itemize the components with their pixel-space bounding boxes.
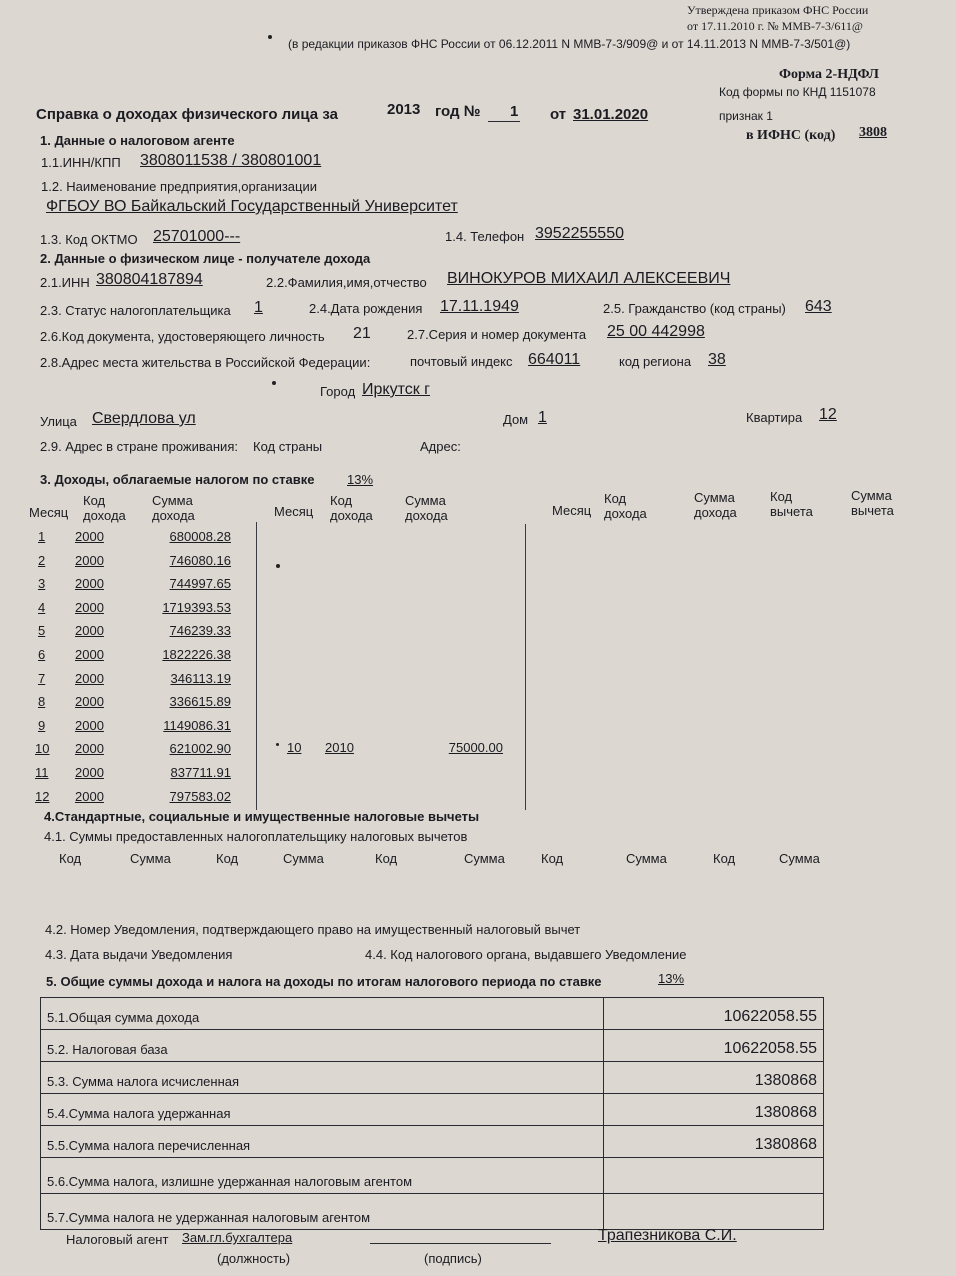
fio-label: 2.2.Фамилия,имя,отчество [266, 275, 427, 290]
approval-line-3: (в редакции приказов ФНС России от 06.12.2011 N ММВ-7-3/909@ и от 14.11.2013 N ММВ-7-3/501@) [288, 37, 851, 51]
totals-row [41, 998, 824, 1030]
title-number: 1 [510, 103, 519, 120]
totals-row [41, 1094, 824, 1126]
status-label: 2.3. Статус налогоплательщика [40, 303, 231, 318]
income-month: 4 [38, 599, 46, 615]
column-divider [256, 522, 257, 810]
column-divider [525, 524, 526, 810]
deduction-code-header: Код [541, 851, 564, 866]
col-sum-2: Сумма дохода [405, 493, 448, 523]
income-rate: 13% [347, 472, 374, 487]
section-person: 2. Данные о физическом лице - получателе дохода [40, 251, 371, 266]
oktmo-value: 25701000--- [153, 228, 241, 245]
deduction-sum-header: Сумма [626, 851, 667, 866]
income-code: 2000 [75, 741, 104, 757]
agent-label: Налоговый агент [66, 1232, 169, 1247]
income-sum: 837711.91 [170, 765, 231, 780]
ink-speck [268, 35, 272, 39]
document-title: Справка о доходах физического лица за [36, 106, 338, 123]
city-label: Город [320, 384, 356, 399]
region-value: 38 [708, 351, 726, 368]
address-label: 2.8.Адрес места жительства в Российской Федерации: [40, 355, 371, 370]
position-value: Зам.гл.бухгалтера [182, 1230, 293, 1245]
approval-line-1: Утверждена приказом ФНС России [687, 3, 869, 17]
phone-value: 3952255550 [535, 225, 624, 242]
income-month: 2 [38, 552, 46, 568]
income-sum: 75000.00 [448, 740, 503, 755]
ink-speck [276, 564, 280, 568]
deduction-code-header: Код [713, 851, 736, 866]
totals-label: 5.6.Сумма налога, излишне удержанная налоговым агентом [41, 1158, 604, 1194]
totals-value: 1380868 [604, 1126, 824, 1158]
income-month: 7 [38, 670, 46, 686]
foreign-country-label: Код страны [253, 439, 323, 454]
totals-label: 5.2. Налоговая база [41, 1030, 604, 1062]
income-code: 2000 [75, 552, 104, 568]
totals-table [40, 997, 824, 1230]
col-month-3: Месяц [552, 503, 592, 518]
person-inn-label: 2.1.ИНН [40, 275, 90, 290]
agent-name-label: 1.2. Наименование предприятия,организации [41, 179, 318, 194]
totals-value [604, 1158, 824, 1194]
title-date: 31.01.2020 [573, 106, 649, 123]
deduction-sum-header: Сумма [130, 851, 171, 866]
income-month: 11 [35, 765, 49, 780]
fio-value: ВИНОКУРОВ МИХАИЛ АЛЕКСЕЕВИЧ [447, 270, 731, 287]
city-value: Иркутск г [362, 381, 431, 398]
position-caption: (должность) [217, 1251, 291, 1266]
col-month-1: Месяц [29, 505, 69, 520]
income-month: 6 [38, 647, 46, 662]
income-code: 2000 [75, 623, 104, 639]
ifns-code: 3808 [859, 125, 887, 140]
income-sum: 797583.02 [169, 788, 231, 804]
underline [488, 121, 520, 122]
form-priznak: признак 1 [719, 109, 773, 123]
deductions-sub4: 4.4. Код налогового органа, выдавшего Уведомление [365, 947, 687, 962]
col-code-3: Код дохода [604, 491, 647, 521]
region-label: код региона [619, 354, 692, 369]
totals-label: 5.1.Общая сумма дохода [41, 998, 604, 1030]
income-sum: 336615.89 [169, 694, 231, 710]
col-ded-code: Код вычета [770, 489, 813, 519]
doccode-label: 2.6.Код документа, удостоверяющего личность [40, 329, 325, 344]
income-sum: 346113.19 [170, 670, 231, 686]
totals-row [41, 1194, 824, 1230]
deduction-sum-header: Сумма [779, 851, 820, 866]
agent-inn: 3808011538 / 380801001 [140, 152, 322, 169]
income-code: 2000 [75, 788, 104, 804]
form-knd: Код формы по КНД 1151078 [719, 85, 876, 99]
deductions-sub3: 4.3. Дата выдачи Уведомления [45, 947, 233, 962]
income-code: 2000 [75, 765, 104, 780]
foreign-address-label: Адрес: [420, 439, 461, 454]
ink-speck [272, 381, 276, 385]
signer-name: Трапезникова С.И. [598, 1227, 737, 1244]
income-month: 10 [35, 741, 50, 757]
title-year-suffix: год № [435, 103, 481, 120]
income-month: 1 [38, 529, 46, 544]
totals-label: 5.3. Сумма налога исчисленная [41, 1062, 604, 1094]
totals-value: 1380868 [604, 1094, 824, 1126]
income-code: 2010 [325, 740, 354, 755]
approval-line-2: от 17.11.2010 г. № ММВ-7-3/611@ [687, 19, 863, 33]
income-month: 8 [38, 694, 46, 710]
income-code: 2000 [75, 576, 104, 592]
income-month: 9 [38, 717, 46, 733]
col-sum-1: Сумма дохода [152, 493, 195, 523]
income-month: 12 [35, 788, 50, 804]
title-date-label: от [550, 106, 567, 123]
doccode-value: 21 [353, 325, 371, 342]
dob-label: 2.4.Дата рождения [309, 301, 423, 316]
section-deductions: 4.Стандартные, социальные и имущественные налоговые вычеты [44, 809, 480, 824]
income-sum: 680008.28 [169, 529, 231, 544]
section-income: 3. Доходы, облагаемые налогом по ставке [40, 472, 315, 487]
citizenship-label: 2.5. Гражданство (код страны) [603, 301, 786, 316]
citizenship-value: 643 [805, 298, 832, 315]
dob-value: 17.11.1949 [440, 298, 519, 315]
totals-row [41, 1126, 824, 1158]
flat-value: 12 [819, 406, 837, 423]
deduction-code-header: Код [59, 851, 82, 866]
income-code: 2000 [75, 717, 104, 733]
deductions-sub2: 4.2. Номер Уведомления, подтверждающего право на имущественный налоговый вычет [45, 922, 581, 937]
col-code-1: Код дохода [83, 493, 126, 523]
income-sum: 746080.16 [169, 552, 231, 568]
street-label: Улица [40, 414, 77, 429]
income-sum: 1719393.53 [162, 599, 231, 615]
person-inn: 380804187894 [96, 271, 203, 288]
house-value: 1 [538, 409, 547, 426]
ink-speck [276, 743, 279, 746]
street-value: Свердлова ул [92, 410, 196, 427]
col-sum-3: Сумма дохода [694, 490, 737, 520]
income-sum: 1822226.38 [162, 647, 231, 662]
zip-label: почтовый индекс [410, 354, 513, 369]
totals-value [604, 1194, 824, 1230]
flat-label: Квартира [746, 410, 803, 425]
col-code-2: Код дохода [330, 493, 373, 523]
income-code: 2000 [75, 647, 104, 662]
totals-value: 1380868 [604, 1062, 824, 1094]
form-name: Форма 2-НДФЛ [779, 67, 879, 82]
status-value: 1 [254, 299, 263, 316]
income-code: 2000 [75, 670, 104, 686]
totals-label: 5.7.Сумма налога не удержанная налоговым агентом [41, 1194, 604, 1230]
deduction-sum-header: Сумма [283, 851, 324, 866]
totals-row [41, 1062, 824, 1094]
house-label: Дом [503, 412, 529, 427]
deduction-sum-header: Сумма [464, 851, 505, 866]
income-sum: 621002.90 [169, 741, 231, 757]
title-year: 2013 [387, 101, 421, 118]
agent-inn-label: 1.1.ИНН/КПП [41, 155, 121, 170]
totals-rate: 13% [658, 971, 685, 986]
signature-line [370, 1243, 551, 1244]
income-code: 2000 [75, 599, 104, 615]
totals-row [41, 1030, 824, 1062]
totals-row [41, 1158, 824, 1194]
oktmo-label: 1.3. Код ОКТМО [40, 232, 138, 247]
income-month: 3 [38, 576, 46, 592]
docnum-label: 2.7.Серия и номер документа [407, 327, 587, 342]
section-agent: 1. Данные о налоговом агенте [40, 133, 235, 148]
income-sum: 746239.33 [169, 623, 231, 639]
section-totals: 5. Общие суммы дохода и налога на доходы по итогам налогового периода по ставке [46, 974, 602, 989]
income-code: 2000 [75, 529, 104, 544]
deduction-code-header: Код [216, 851, 239, 866]
income-month: 10 [287, 740, 302, 755]
zip-value: 664011 [528, 351, 581, 368]
foreign-label: 2.9. Адрес в стране проживания: [40, 439, 238, 454]
income-month: 5 [38, 623, 46, 639]
col-ded-sum: Сумма вычета [851, 488, 894, 518]
deduction-code-header: Код [375, 851, 398, 866]
phone-label: 1.4. Телефон [445, 229, 525, 244]
income-code: 2000 [75, 694, 104, 710]
income-sum: 1149086.31 [163, 717, 231, 733]
agent-name: ФГБОУ ВО Байкальский Государственный Университет [46, 198, 458, 215]
totals-label: 5.4.Сумма налога удержанная [41, 1094, 604, 1126]
totals-label: 5.5.Сумма налога перечисленная [41, 1126, 604, 1158]
col-month-2: Месяц [274, 504, 314, 519]
ifns-label: в ИФНС (код) [746, 128, 836, 143]
income-sum: 744997.65 [169, 576, 231, 592]
totals-value: 10622058.55 [604, 1030, 824, 1062]
totals-value: 10622058.55 [604, 998, 824, 1030]
deductions-sub1: 4.1. Суммы предоставленных налогоплательщику налоговых вычетов [44, 829, 468, 844]
docnum-value: 25 00 442998 [607, 323, 705, 340]
sign-caption: (подпись) [424, 1251, 482, 1266]
